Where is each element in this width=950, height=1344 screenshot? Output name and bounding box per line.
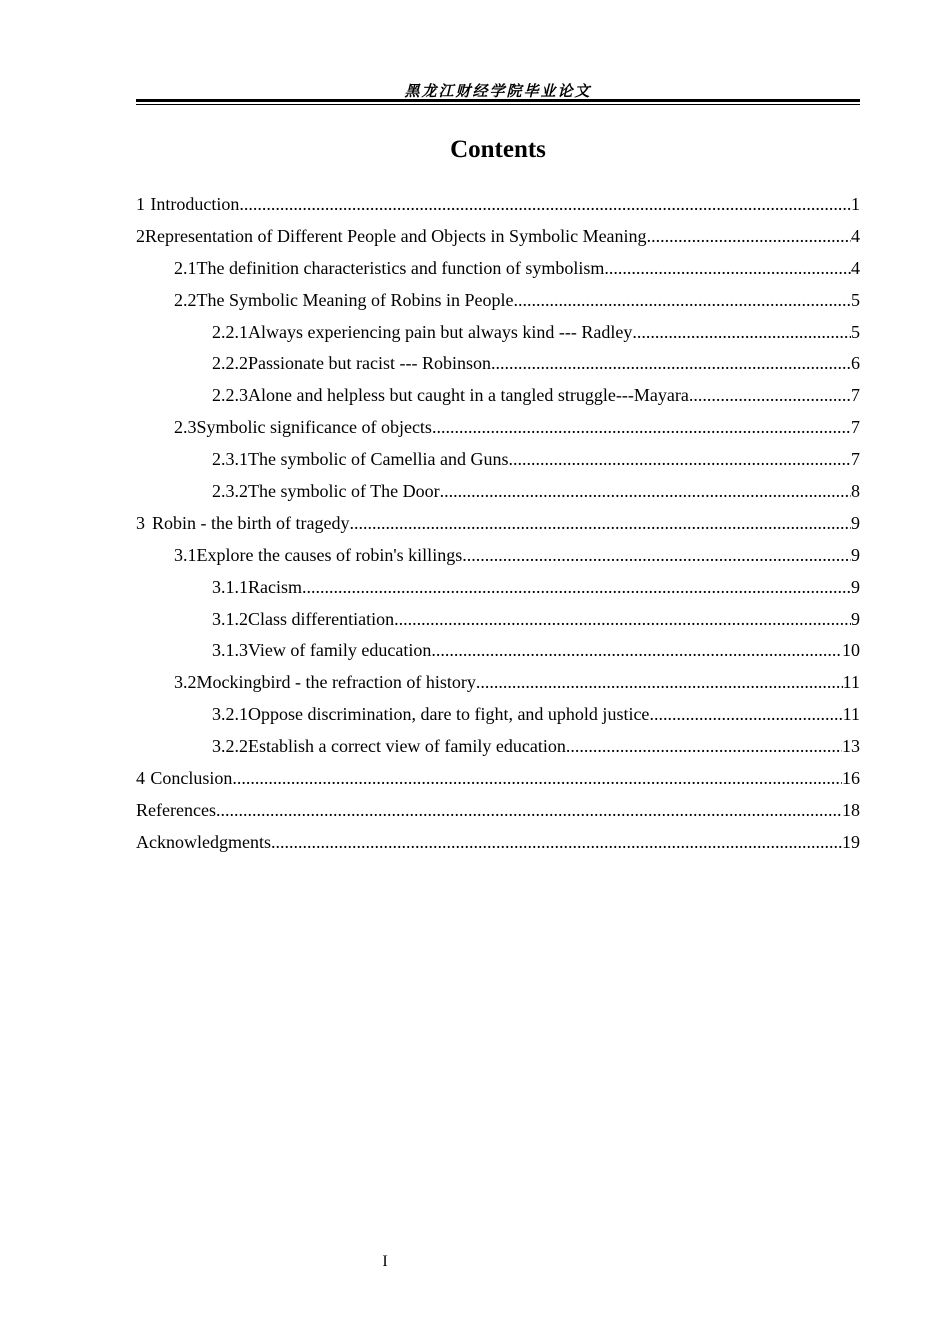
toc-entry-title: Representation of Different People and Objects in Symbolic Meaning: [145, 225, 647, 246]
toc-entry-title: Passionate but racist --- Robinson: [248, 353, 491, 374]
toc-dot-leader: [508, 447, 851, 472]
toc-dot-leader: [431, 638, 842, 663]
toc-entry[interactable]: [136, 702, 860, 734]
toc-dot-leader: [491, 351, 851, 376]
toc-dot-leader: [476, 670, 843, 695]
toc-dot-leader: [649, 702, 842, 727]
toc-dot-leader: [513, 288, 851, 313]
toc-dot-leader: [689, 383, 851, 408]
toc-entry[interactable]: [136, 192, 860, 224]
toc-entry[interactable]: [136, 479, 860, 511]
toc-entry-number: 2.2: [174, 289, 197, 310]
toc-entry-page: 11: [842, 672, 860, 693]
toc-entry-number: 2.1: [174, 257, 197, 278]
toc-entry[interactable]: [136, 607, 860, 639]
toc-entry-page: 4: [851, 225, 860, 246]
toc-entry[interactable]: [136, 766, 860, 798]
toc-entry[interactable]: [136, 830, 860, 862]
toc-entry-title: Racism: [248, 576, 302, 597]
toc-entry-number: 1: [136, 194, 145, 214]
toc-entry-number: 2.2.2: [212, 353, 248, 374]
toc-entry-page: 7: [851, 385, 860, 406]
toc-entry[interactable]: [136, 543, 860, 575]
toc-entry-title: Symbolic significance of objects: [196, 417, 432, 438]
toc-entry[interactable]: [136, 670, 860, 702]
toc-entry-number: 2: [136, 225, 145, 246]
toc-dot-leader: [271, 830, 842, 855]
toc-entry[interactable]: [136, 511, 860, 543]
toc-entry-page: 9: [851, 512, 860, 533]
toc-entry-page: 5: [851, 321, 860, 342]
toc-entry-number: 2.2.3: [212, 385, 248, 406]
toc-entry-number: 2.3.2: [212, 481, 248, 502]
toc-entry-number: 3: [136, 512, 145, 533]
toc-entry-title: The symbolic of The Door: [248, 481, 440, 502]
toc-entry[interactable]: [136, 638, 860, 670]
toc-entry-title: Oppose discrimination, dare to fight, and uphold justice: [248, 704, 650, 725]
toc-entry-page: 1: [851, 194, 860, 214]
toc-entry[interactable]: [136, 575, 860, 607]
toc-entry-title: The Symbolic Meaning of Robins in People: [196, 289, 514, 310]
toc-entry-page: 11: [842, 704, 860, 725]
toc-entry-page: 18: [842, 799, 860, 820]
toc-entry-page: 7: [851, 417, 860, 438]
toc-dot-leader: [632, 320, 851, 345]
toc-entry-page: 13: [842, 736, 860, 757]
toc-dot-leader: [216, 798, 842, 823]
toc-dot-leader: [239, 192, 851, 217]
toc-entry[interactable]: [136, 734, 860, 766]
toc-entry-number: 3.2.1: [212, 704, 248, 725]
toc-dot-leader: [462, 543, 851, 568]
toc-entry-title: Class differentiation: [248, 608, 395, 629]
running-header: 黑龙江财经学院毕业论文: [404, 82, 592, 100]
toc-entry-number: 3.1.1: [212, 576, 248, 597]
toc-entry[interactable]: [136, 383, 860, 415]
toc-entry-title: Acknowledgments: [136, 831, 271, 852]
toc-entry[interactable]: [136, 351, 860, 383]
toc-entry-page: 7: [851, 449, 860, 470]
toc-entry-title: The definition characteristics and function of symbolism: [196, 257, 605, 278]
toc-entry-title: Conclusion: [150, 768, 233, 789]
toc-dot-leader: [604, 256, 851, 281]
toc-entry-number: 3.2.2: [212, 736, 248, 757]
table-of-contents: [136, 192, 860, 862]
toc-entry-title: Mockingbird - the refraction of history: [196, 672, 476, 693]
page-title: Contents: [450, 136, 546, 163]
toc-entry-title: References: [136, 799, 216, 820]
toc-entry-number: 4: [136, 768, 145, 789]
toc-entry[interactable]: [136, 256, 860, 288]
toc-entry[interactable]: [136, 320, 860, 352]
header-rule-thin: [136, 104, 860, 105]
toc-entry-number: 2.2.1: [212, 321, 248, 342]
toc-entry[interactable]: [136, 415, 860, 447]
toc-entry-page: 9: [851, 576, 860, 597]
toc-entry-page: 9: [851, 544, 860, 565]
toc-entry-title: The symbolic of Camellia and Guns: [248, 449, 509, 470]
toc-entry[interactable]: [136, 224, 860, 256]
toc-entry-title: Alone and helpless but caught in a tangled struggle---Mayara: [248, 385, 689, 406]
toc-entry-page: 16: [842, 768, 860, 789]
toc-entry-number: 3.1: [174, 544, 197, 565]
toc-entry-number: 2.3.1: [212, 449, 248, 470]
toc-dot-leader: [232, 766, 842, 791]
toc-entry-title: View of family education: [248, 640, 432, 661]
toc-entry[interactable]: [136, 288, 860, 320]
toc-dot-leader: [350, 511, 851, 536]
toc-entry-number: 3.1.2: [212, 608, 248, 629]
toc-entry-title: Always experiencing pain but always kind --- Radley: [248, 321, 633, 342]
toc-dot-leader: [394, 607, 851, 632]
toc-entry[interactable]: [136, 798, 860, 830]
toc-entry-number: 3.2: [174, 672, 197, 693]
toc-entry-page: 8: [851, 481, 860, 502]
toc-entry-page: 10: [842, 640, 860, 661]
toc-entry-page: 19: [842, 831, 860, 852]
page-number: I: [382, 1253, 388, 1270]
toc-entry-page: 4: [851, 257, 860, 278]
toc-dot-leader: [440, 479, 851, 504]
toc-entry-title: Robin - the birth of tragedy: [152, 512, 350, 533]
toc-entry-number: 2.3: [174, 417, 197, 438]
toc-dot-leader: [432, 415, 851, 440]
toc-dot-leader: [566, 734, 842, 759]
toc-dot-leader: [302, 575, 851, 600]
toc-dot-leader: [647, 224, 851, 249]
toc-entry-title: Establish a correct view of family education: [248, 736, 566, 757]
toc-entry[interactable]: [136, 447, 860, 479]
toc-entry-number: 3.1.3: [212, 640, 248, 661]
toc-entry-page: 5: [851, 289, 860, 310]
toc-entry-title: Introduction: [150, 194, 240, 214]
toc-entry-title: Explore the causes of robin's killings: [196, 544, 463, 565]
toc-entry-page: 9: [851, 608, 860, 629]
toc-entry-page: 6: [851, 353, 860, 374]
header-rule-thick: [136, 99, 860, 102]
